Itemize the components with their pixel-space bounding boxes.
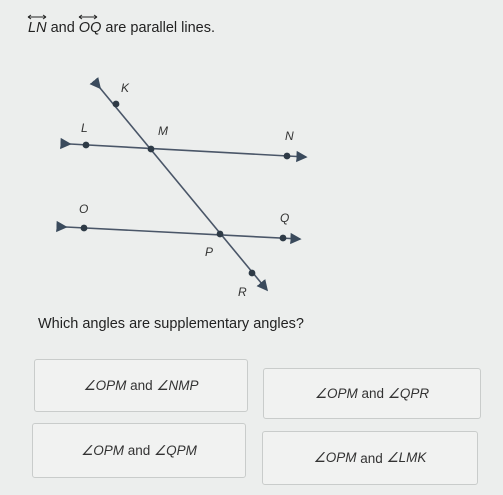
point-o [81, 225, 88, 232]
label-q: Q [280, 211, 290, 225]
label-n: N [285, 129, 294, 143]
answer-choice-1[interactable]: ∠OPM and ∠NMP [34, 359, 248, 412]
line-oq-symbol: OQ [79, 20, 102, 36]
label-r: R [238, 285, 247, 299]
question-text: Which angles are supplementary angles? [38, 316, 304, 332]
answer-choice-4[interactable]: ∠OPM and ∠LMK [262, 431, 478, 485]
point-q [280, 235, 287, 242]
answer-choice-3[interactable]: ∠OPM and ∠QPM [32, 423, 246, 478]
line-ln-symbol: LN [28, 20, 47, 36]
label-m: M [158, 124, 168, 138]
point-p [217, 231, 224, 238]
point-k [113, 101, 120, 108]
label-l: L [81, 121, 88, 135]
point-n [284, 153, 291, 160]
point-r [249, 270, 256, 277]
answer-choice-2[interactable]: ∠OPM and ∠QPR [263, 368, 481, 419]
transversal-kr [100, 88, 267, 290]
problem-statement: LN and OQ are parallel lines. [28, 20, 215, 36]
label-p: P [205, 245, 214, 259]
line-ln [70, 144, 306, 157]
label-o: O [79, 202, 89, 216]
point-m [148, 146, 155, 153]
point-l [83, 142, 90, 149]
line-oq [66, 227, 300, 239]
label-k: K [121, 81, 130, 95]
